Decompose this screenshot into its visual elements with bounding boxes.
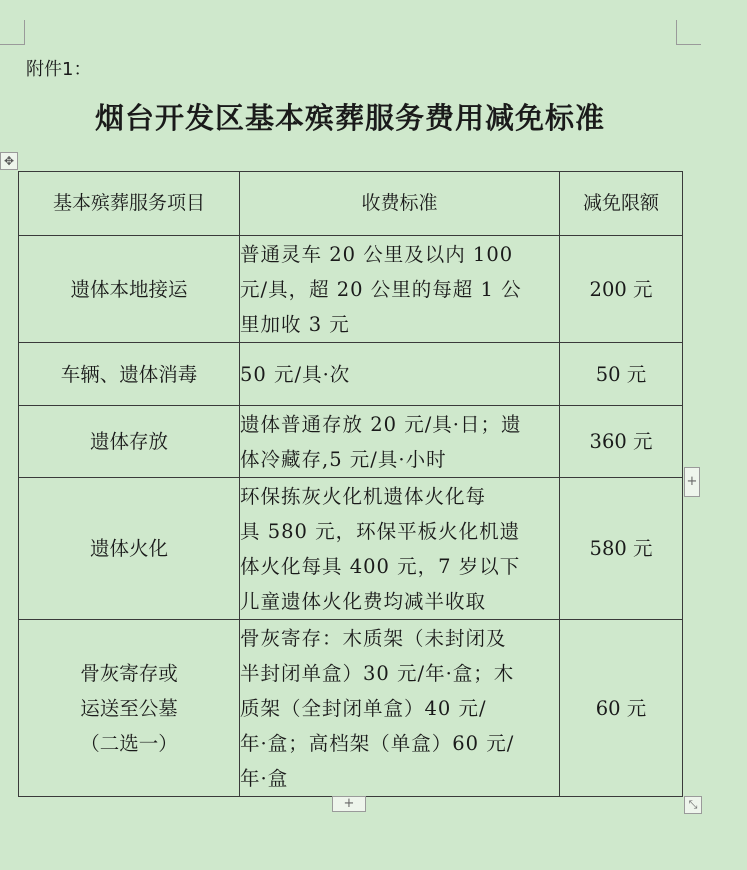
fee-standard-line: 环保拣灰火化机遗体火化每 xyxy=(240,484,487,508)
fee-standard-line: 里加收 3 元 xyxy=(240,312,350,336)
page-corner-top-right xyxy=(676,20,701,45)
move-icon: ✥ xyxy=(3,154,15,168)
fee-standard-line: 50 元/具·次 xyxy=(240,362,351,386)
reduction-limit-cell[interactable]: 580 元 xyxy=(560,478,683,620)
plus-icon: + xyxy=(343,796,355,811)
fee-standard-cell[interactable] xyxy=(240,343,560,406)
service-item-line: 车辆、遗体消毒 xyxy=(60,362,198,386)
fee-table xyxy=(18,171,683,797)
attachment-label: 附件1： xyxy=(26,59,92,80)
service-item-line: 遗体火化 xyxy=(89,537,168,560)
fee-standard-line: 遗体普通存放 20 元/具·日；遗 xyxy=(240,412,522,436)
service-item-line: 遗体本地接运 xyxy=(70,277,188,301)
fee-standard-line: 具 580 元，环保平板火化机遗 xyxy=(240,519,521,543)
table-header-row xyxy=(19,172,683,236)
service-item-line: （二选一） xyxy=(80,731,178,755)
service-item-cell[interactable] xyxy=(19,343,240,406)
fee-standard-line: 半封闭单盒）30 元/年·盒；木 xyxy=(240,661,515,685)
service-item-cell[interactable] xyxy=(19,236,240,343)
plus-icon: + xyxy=(686,474,698,489)
reduction-limit-cell[interactable]: 50 元 xyxy=(560,343,683,406)
fee-standard-cell[interactable] xyxy=(240,236,560,343)
header-fee-standard[interactable]: 收费标准 xyxy=(240,172,560,236)
service-item-line: 遗体存放 xyxy=(89,430,168,453)
table-row xyxy=(19,406,683,478)
fee-standard-line: 元/具，超 20 公里的每超 1 公 xyxy=(240,277,522,301)
table-move-handle[interactable] xyxy=(0,152,18,170)
fee-standard-line: 年·盒；高档架（单盒）60 元/ xyxy=(240,731,515,755)
fee-standard-line: 儿童遗体火化费均减半收取 xyxy=(240,589,487,613)
header-reduction-limit[interactable]: 减免限额 xyxy=(560,172,683,236)
table-row xyxy=(19,478,683,620)
fee-standard-cell[interactable] xyxy=(240,620,560,797)
table-row xyxy=(19,343,683,406)
header-service-item[interactable]: 基本殡葬服务项目 xyxy=(19,172,240,236)
fee-standard-line: 体火化每具 400 元，7 岁以下 xyxy=(240,554,521,578)
resize-icon: ⤡ xyxy=(688,798,698,811)
table-resize-handle[interactable] xyxy=(684,796,702,814)
fee-standard-line: 骨灰寄存：木质架（未封闭及 xyxy=(240,626,507,650)
service-item-cell[interactable] xyxy=(19,406,240,478)
reduction-limit-cell[interactable]: 200 元 xyxy=(560,236,683,343)
fee-standard-line: 质架（全封闭单盒）40 元/ xyxy=(240,696,487,720)
fee-standard-line: 年·盒 xyxy=(240,766,289,790)
fee-standard-line: 体冷藏存,5 元/具·小时 xyxy=(240,447,447,471)
table-row xyxy=(19,236,683,343)
add-row-button[interactable] xyxy=(332,796,366,812)
service-item-line: 骨灰寄存或 xyxy=(80,661,178,685)
add-column-button[interactable] xyxy=(684,467,700,497)
fee-standard-cell[interactable] xyxy=(240,406,560,478)
page-corner-top-left xyxy=(0,20,25,45)
fee-standard-cell[interactable] xyxy=(240,478,560,620)
fee-standard-line: 普通灵车 20 公里及以内 100 xyxy=(240,242,514,266)
service-item-cell[interactable] xyxy=(19,620,240,797)
reduction-limit-cell[interactable]: 360 元 xyxy=(560,406,683,478)
reduction-limit-cell[interactable]: 60 元 xyxy=(560,620,683,797)
page-title: 烟台开发区基本殡葬服务费用减免标准 xyxy=(94,101,605,135)
service-item-cell[interactable] xyxy=(19,478,240,620)
service-item-line: 运送至公墓 xyxy=(80,696,178,720)
table-row xyxy=(19,620,683,797)
